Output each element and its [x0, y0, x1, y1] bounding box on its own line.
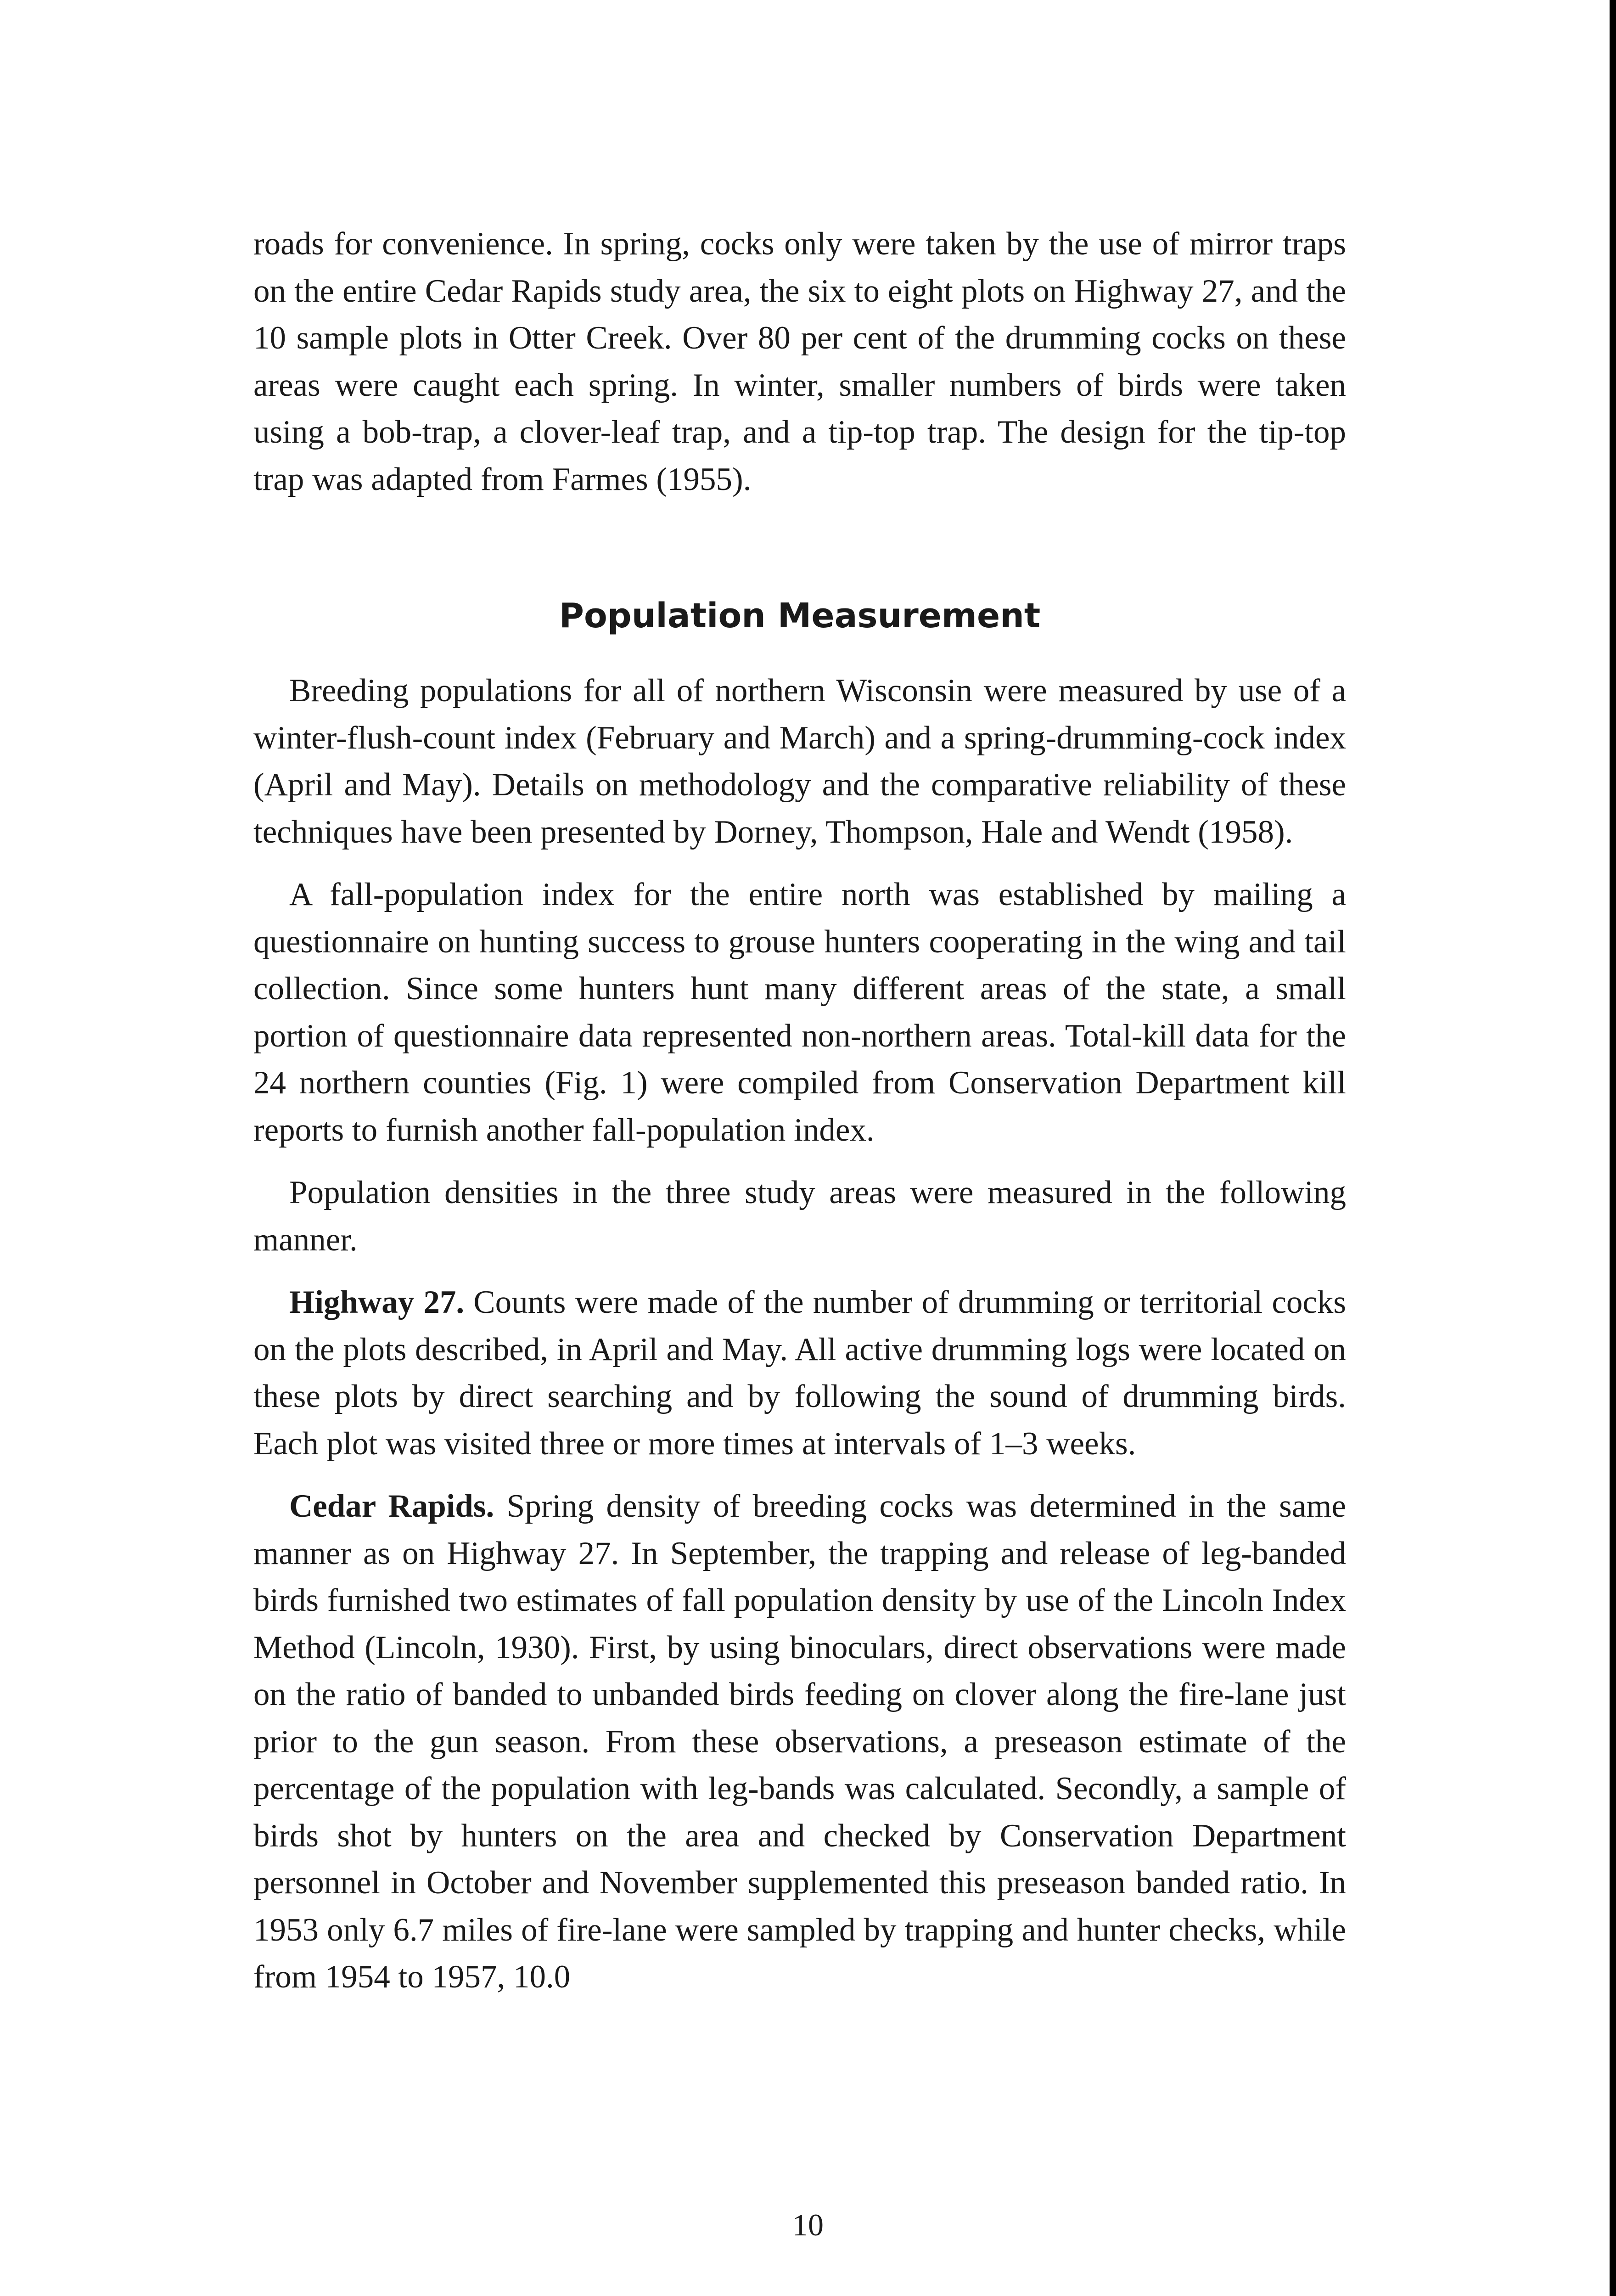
paragraph-highway-27	[253, 1279, 1346, 1467]
run-in-heading-highway-27: Highway 27.	[289, 1284, 465, 1320]
paragraph-fall-population-index: A fall-population index for the entire north was established by mailing a questionnaire on hunting success to grouse hunters cooperating in the wing and tail collection. Since some hunters hunt many different areas of the state, a small portion of questionnaire data represented non-northern areas. Total-kill data for the 24 northern counties (Fig. 1) were compiled from Conservation Department kill reports to furnish another fall-population index.	[253, 877, 1346, 1148]
section-heading: Population Measurement	[559, 596, 1041, 636]
paragraph-breeding-populations: Breeding populations for all of northern Wisconsin were measured by use of a winter-flush-count index (February and March) and a spring-drumming-cock index (April and May). Details on methodology and the comparative reliability of these techniques have been presented by Dorney, Thompson, Hale and Wendt (1958).	[253, 673, 1346, 850]
paragraph-highway-27-text: Counts were made of the number of drumming or territorial cocks on the plots described, in April and May. All active drumming logs were located on these plots by direct searching and by following the sound of drumming birds. Each plot was visited three or more times at intervals of 1–3 weeks.	[253, 1284, 1346, 1462]
page-body	[253, 220, 1346, 2001]
run-in-heading-cedar-rapids: Cedar Rapids.	[289, 1488, 494, 1524]
page-number: 10	[792, 2207, 824, 2242]
opening-paragraph: roads for convenience. In spring, cocks only were taken by the use of mirror traps on the entire Cedar Rapids study area, the six to eight plots on Highway 27, and the 10 sample plots in Otter Creek. Over 80 per cent of the drumming cocks on these areas were caught each spring. In winter, smaller numbers of birds were taken using a bob-trap, a clover-leaf trap, and a tip-top trap. The design for the tip-top trap was adapted from Farmes (1955).	[253, 226, 1346, 497]
scan-border-right	[1610, 0, 1616, 2296]
paragraph-cedar-rapids-text: Spring density of breeding cocks was determined in the same manner as on Highway 27. In September, the trapping and release of leg-banded birds furnished two estimates of fall population density by use of the Lincoln Index Method (Lincoln, 1930). First, by using binoculars, direct observations were made on the ratio of banded to unbanded birds feeding on clover along the fire-lane just prior to the gun season. From these observations, a preseason estimate of the percentage of the population with leg-bands was calculated. Secondly, a sample of birds shot by hunters on the area and checked by Conservation Department personnel in October and November supplemented this preseason banded ratio. In 1953 only 6.7 miles of fire-lane were sampled by trapping and hunter checks, while from 1954 to 1957, 10.0	[253, 1488, 1347, 1995]
paragraph-cedar-rapids	[253, 1483, 1346, 2001]
paragraph-population-densities: Population densities in the three study areas were measured in the following manner.	[253, 1175, 1346, 1258]
